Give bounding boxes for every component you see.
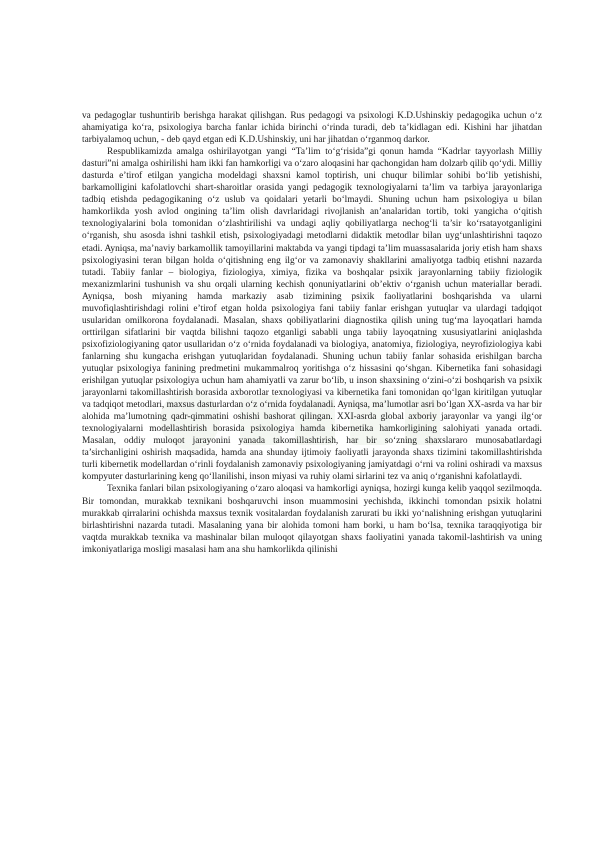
paragraph-republic: Respublikamizda amalga oshirilayotgan yangi “Ta’lim to‘g‘risida”gi qonun hamda “Kadrlar tayyorlash Milliy dasturi”ni amalga oshirilishi ham ikki fan hamkorligi va o‘zaro aloqasini har qachongidan ham dolzarb qilib qo‘ydi. Milliy dasturda e’tirof etilgan yangicha modeldagi shaxsni kamol toptirish, uni chuqur bilimlar sohibi bo‘lib yetishishi, barkamolligini kafolatlovchi shart-sharoitlar orasida yangi pedagogik texnologiyalarni ta’lim va tarbiya jarayonlariga tadbiq etishda pedagogikaning o‘z uslub va qoidalari yetarli bo‘lmaydi. Shuning uchun ham psixologiya u bilan hamkorlikda yosh avlod ongining ta’lim olish davrlaridagi rivojlanish an’analaridan tortib, toki yangicha o‘qitish texnologiyalarini bola tomonidan o‘zlashtirilishi va undagi aqliy qobiliyatlarga nechog‘li ta’sir ko‘rsatayotganligini o‘rganish, shu asosda ishni tashkil etish, psixologiyadagi metodlarni didaktik metodlar bilan uyg‘unlashtirishni taqozo etadi. Ayniqsa, ma’naviy barkamollik tamoyillarini maktabda va yangi tipdagi ta’lim muassasalarida joriy etish ham shaxs psixologiyasini teran bilgan holda o‘qitishning eng ilg‘or va zamonaviy shakllarini amaliyotga tadbiq etishni nazarda tutadi. Tabiiy fanlar – biologiya, fiziologiya, ximiya, fizika va boshqalar psixik jarayonlarning tabiiy fiziologik mexanizmlarini tushunish va shu orqali ularning kechish qonuniyatlarini ob’ektiv o‘rganish uchun materiallar beradi. Ayniqsa, bosh miyaning hamda markaziy asab tizimining psixik faoliyatlarini boshqarishda va ularni muvofiqlashtirishdagi rolini e’tirof etgan holda psixologiya fani tabiiy fanlar erishgan yutuqlar va ulardagi tadqiqot usularidan omilkorona foydalanadi. Masalan, shaxs qobiliyatlarini diagnostika qilish uning tug‘ma layoqatlari hamda orttirilgan sifatlarini bir vaqtda bilishni taqozo etganligi sababli unga tabiiy layoqatning xususiyatlarini aniqlashda psixofiziologiyaning qator usullaridan o‘z o‘rnida foydalanadi va biologiya, anatomiya, fiziologiya, neyrofiziologiya kabi fanlarning shu kungacha erishgan yutuqlaridan foydalanadi. Shuning uchun tabiiy fanlar sohasida erishilgan barcha yutuqlar psixologiya fanining predmetini mukammalroq yoritishga o‘z hissasini qo‘shgan. Kibernetika fani sohasidagi erishilgan yutuqlar psixologiya uchun ham ahamiyatli va zarur bo‘lib, u inson shaxsining o‘zini-o‘zi boshqarish va psixik jarayonlarni takomillashtirish borasida axborotlar texnologiyasi va kibernetika fani tomonidan qo‘lgan kiritilgan yutuqlar va tadqiqot metodlari, maxsus dasturlardan o‘z o‘rnida foydalanadi. Ayniqsa, ma’lumotlar asri bo‘lgan XX-asrda va har bir alohida ma’lumotning qadr-qimmatini oshishi bashorat qilingan. XXI-asrda global axboriy jarayonlar va yangi ilg‘or texnologiyalarni modellashtirish borasida psixologiya hamda kibernetika hamkorligining salohiyati yanada ortadi. Masalan, oddiy muloqot jarayonini yanada takomillashtirish, har bir so‘zning shaxslararo munosabatlardagi ta’sirchanligini oshirish maqsadida, hamda ana shunday ijtimoiy faoliyatli jarayonda shaxs tizimini takomillashtirishda turli kibernetik modellardan o‘rinli foydalanish zamonaviy psixologiyaning jamiyatdagi o‘rni va rolini oshiradi va maxsus kompyuter dasturlarining keng qo‘llanilishi, inson miyasi va ruhiy olami sirlarini tez va aniq o‘rganishni kafolatlaydi. — [82, 147, 542, 483]
body-text — [82, 110, 542, 556]
paragraph-intro: va pedagoglar tushuntirib berishga harakat qilishgan. Rus pedagogi va psixologi K.D.Ushinskiy pedagogika uchun o‘z ahamiyatiga ko‘ra, psixologiya barcha fanlar ichida birinchi o‘rinda turadi, deb ta’kidlagan edi. Kishini har jihatdan tarbiyalamoq uchun, - deb qayd etgan edi K.D.Ushinskiy, uni har jihatdan o‘rganmoq darkor. — [82, 111, 542, 146]
paragraph-technical: Texnika fanlari bilan psixologiyaning o‘zaro aloqasi va hamkorligi ayniqsa, hozirgi kunga kelib yaqqol sezilmoqda. Bir tomondan, murakkab texnikani boshqaruvchi inson muammosini yechishda, ikkinchi tomondan psixik holatni murakkab qirralarini ochishda maxsus texnik vositalardan foydalanish zarurati bu ikki yo‘nalishning erishgan yutuqlarini birlashtirishni nazarda tutadi. Masalaning yana bir alohida tomoni ham borki, u ham bo‘lsa, texnika taraqqiyotiga bir vaqtda murakkab texnika va mashinalar bilan muloqot qilayotgan shaxs faoliyatini yanada takomil-lashtirish va uning imkoniyatlariga mosligi masalasi ham ana shu hamkorlikda qilinishi — [82, 484, 542, 555]
